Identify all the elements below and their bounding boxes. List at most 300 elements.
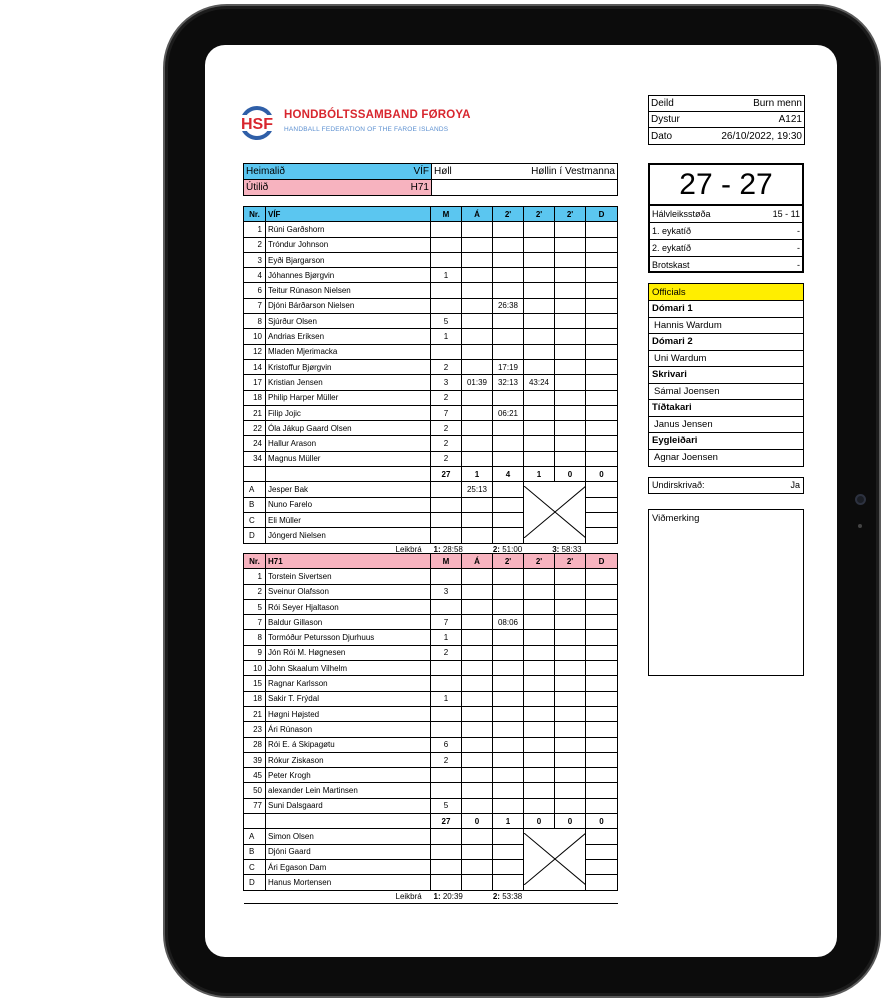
player-suspension-3 [555,722,586,737]
player-suspension-3 [555,451,586,466]
player-number: 17 [244,375,266,390]
empty-cell [586,844,618,859]
player-disqualification [586,783,618,798]
col-a: Á [462,207,493,222]
player-warning [462,222,493,237]
player-disqualification [586,237,618,252]
official-warning [462,497,493,512]
player-warning [462,569,493,584]
player-suspension-1 [493,569,524,584]
official-code: B [244,497,266,512]
player-goals: 2 [431,752,462,767]
player-warning [462,783,493,798]
player-name: Ragnar Karlsson [266,676,431,691]
player-goals: 2 [431,359,462,374]
player-warning [462,421,493,436]
player-number: 8 [244,630,266,645]
player-disqualification [586,375,618,390]
home-team-cell [244,164,432,180]
timeout-1-key: 1: [433,892,441,902]
official-code: D [244,528,266,543]
et1-label: 1. eykatíð [650,223,750,240]
player-name: Kristian Jensen [266,375,431,390]
player-row [244,615,618,630]
empty-cell [431,482,462,497]
player-disqualification [586,451,618,466]
official-warning: 25:13 [462,482,493,497]
player-suspension-1 [493,706,524,721]
player-name: Rói Seyer Hjaltason [266,599,431,614]
player-row [244,390,618,405]
player-suspension-3 [555,268,586,283]
player-row [244,706,618,721]
empty-cell [586,829,618,844]
player-disqualification [586,722,618,737]
player-goals: 2 [431,390,462,405]
dystur-value: A121 [705,112,805,128]
logo-abbr: HSF [241,116,273,133]
officials-list [649,301,803,466]
player-number: 77 [244,798,266,813]
player-goals [431,298,462,313]
timeouts-label: Leikbrá [395,545,422,555]
remarks-label: Viðmerking [652,513,700,524]
total-m: 27 [431,814,462,829]
timeout-2-key: 2: [492,545,500,555]
player-suspension-2 [524,222,555,237]
penalties-value: - [750,257,802,274]
empty-cell [431,859,462,874]
official-name: Eli Müller [266,512,431,527]
player-suspension-2 [524,630,555,645]
dato-value: 26/10/2022, 19:30 [705,128,805,145]
player-suspension-2 [524,314,555,329]
player-suspension-1 [493,252,524,267]
total-t3: 0 [555,467,586,482]
player-warning [462,329,493,344]
player-warning [462,661,493,676]
player-name: Torstein Sivertsen [266,569,431,584]
official-role: Eygleiðari [649,433,803,450]
player-row [244,661,618,676]
player-disqualification [586,421,618,436]
player-suspension-2: 43:24 [524,375,555,390]
player-warning [462,798,493,813]
player-goals: 7 [431,615,462,630]
player-suspension-2 [524,584,555,599]
player-suspension-1: 06:21 [493,405,524,420]
official-name: Hannis Wardum [649,318,803,335]
player-suspension-3 [555,645,586,660]
official-warning [462,528,493,543]
player-suspension-2 [524,421,555,436]
player-goals [431,722,462,737]
empty-cell [586,497,618,512]
player-suspension-2 [524,783,555,798]
player-disqualification [586,737,618,752]
player-disqualification [586,222,618,237]
player-goals: 5 [431,314,462,329]
timeout-3-key: 3: [552,545,560,555]
player-disqualification [586,691,618,706]
officials-header: Officials [649,284,803,301]
total-t3: 0 [555,814,586,829]
et1-value: - [750,223,802,240]
player-disqualification [586,630,618,645]
player-suspension-3 [555,436,586,451]
player-disqualification [586,436,618,451]
player-suspension-3 [555,599,586,614]
et2-value: - [750,240,802,257]
match-info-table [648,95,805,145]
player-suspension-2 [524,405,555,420]
player-goals: 5 [431,798,462,813]
match-report-screen [205,45,837,957]
player-suspension-3 [555,798,586,813]
player-row [244,283,618,298]
player-suspension-2 [524,752,555,767]
hall-value: Høllin í Vestmanna [531,166,615,177]
player-row [244,768,618,783]
player-suspension-1: 32:13 [493,375,524,390]
player-goals: 3 [431,584,462,599]
official-warning [462,844,493,859]
player-goals: 2 [431,451,462,466]
empty-cell [586,875,618,890]
player-warning [462,268,493,283]
player-suspension-3 [555,768,586,783]
home-label: Heimalið [246,166,285,177]
player-disqualification [586,314,618,329]
player-disqualification [586,706,618,721]
player-suspension-2 [524,691,555,706]
player-name: Mladen Mjerimacka [266,344,431,359]
player-suspension-1 [493,661,524,676]
player-warning [462,344,493,359]
col-d: D [586,554,618,569]
col-2min-3: 2' [555,207,586,222]
player-number: 24 [244,436,266,451]
empty-cell [244,814,266,829]
official-code: D [244,875,266,890]
et2-label: 2. eykatíð [650,240,750,257]
player-row [244,645,618,660]
player-number: 18 [244,390,266,405]
player-suspension-1 [493,390,524,405]
player-suspension-1 [493,752,524,767]
player-number: 50 [244,783,266,798]
player-row [244,584,618,599]
player-suspension-1 [493,268,524,283]
player-name: Teitur Rúnason Nielsen [266,283,431,298]
col-nr: Nr. [244,207,266,222]
player-row [244,737,618,752]
player-row [244,752,618,767]
player-suspension-2 [524,298,555,313]
player-suspension-1 [493,344,524,359]
player-warning [462,584,493,599]
player-number: 6 [244,283,266,298]
player-name: Andrias Eriksen [266,329,431,344]
player-warning [462,252,493,267]
timeouts-cell [244,890,618,903]
player-warning [462,298,493,313]
player-disqualification [586,390,618,405]
player-suspension-1 [493,630,524,645]
deild-label: Deild [649,96,705,112]
player-suspension-1 [493,722,524,737]
player-suspension-2 [524,344,555,359]
player-name: Høgni Højsted [266,706,431,721]
player-number: 23 [244,722,266,737]
player-disqualification [586,676,618,691]
player-warning [462,359,493,374]
player-goals: 1 [431,329,462,344]
official-name: Jóngerd Nielsen [266,528,431,543]
player-suspension-3 [555,615,586,630]
player-suspension-2 [524,645,555,660]
player-suspension-3 [555,661,586,676]
empty-cell [266,467,431,482]
player-suspension-2 [524,569,555,584]
player-number: 4 [244,268,266,283]
timeout-1-value: 28:58 [442,545,463,555]
player-name: Suni Dalsgaard [266,798,431,813]
player-row [244,676,618,691]
player-row [244,222,618,237]
player-number: 21 [244,706,266,721]
player-goals [431,768,462,783]
official-role: Skrivari [649,367,803,384]
empty-cell [266,814,431,829]
player-suspension-3 [555,752,586,767]
home-value: VÍF [413,166,429,177]
official-warning [462,829,493,844]
score-details [650,205,802,274]
official-name: Djóni Gaard [266,844,431,859]
crossed-out-cell [524,829,586,890]
empty-cell [493,512,524,527]
official-role: Dómari 1 [649,301,803,318]
official-warning [462,512,493,527]
player-suspension-2 [524,329,555,344]
player-disqualification [586,569,618,584]
player-warning [462,676,493,691]
player-name: Sjúrður Olsen [266,314,431,329]
player-name: Tormóður Petursson Djurhuus [266,630,431,645]
player-suspension-2 [524,252,555,267]
player-warning [462,436,493,451]
player-number: 3 [244,252,266,267]
player-number: 9 [244,645,266,660]
player-suspension-2 [524,798,555,813]
player-suspension-3 [555,314,586,329]
score-box [648,163,804,273]
team-official-row [244,482,618,497]
player-suspension-1 [493,329,524,344]
player-name: Rói E. á Skipagøtu [266,737,431,752]
player-warning [462,615,493,630]
home-roster-header [244,207,618,222]
player-goals [431,237,462,252]
player-disqualification [586,359,618,374]
player-suspension-3 [555,283,586,298]
final-score: 27 - 27 [650,165,802,205]
player-warning [462,768,493,783]
player-goals: 2 [431,436,462,451]
player-suspension-1: 08:06 [493,615,524,630]
player-suspension-3 [555,405,586,420]
player-suspension-2 [524,268,555,283]
player-number: 15 [244,676,266,691]
halftime-label: Hálvleiksstøða [650,206,750,223]
player-name: Rúni Garðshorn [266,222,431,237]
col-m: M [431,207,462,222]
player-suspension-2 [524,768,555,783]
penalties-label: Brotskast [650,257,750,274]
away-roster-header [244,554,618,569]
official-name: Uni Wardum [649,351,803,368]
player-number: 1 [244,222,266,237]
player-row [244,436,618,451]
total-d: 0 [586,467,618,482]
away-team-cell [244,180,432,196]
dystur-label: Dystur [649,112,705,128]
away-team-name: H71 [266,554,431,569]
player-suspension-2 [524,436,555,451]
col-2min-2: 2' [524,207,555,222]
col-2min-2: 2' [524,554,555,569]
player-disqualification [586,798,618,813]
player-suspension-1 [493,768,524,783]
hsf-logo-icon [237,100,281,146]
total-t2: 1 [524,467,555,482]
player-disqualification [586,268,618,283]
cross-icon [524,486,586,538]
timeouts-row [244,890,618,903]
player-name: Kristoffur Bjørgvin [266,359,431,374]
official-name: Nuno Farelo [266,497,431,512]
official-code: A [244,482,266,497]
player-name: Rókur Ziskason [266,752,431,767]
player-row [244,599,618,614]
player-name: Peter Krogh [266,768,431,783]
player-name: Jón Rói M. Høgnesen [266,645,431,660]
player-suspension-2 [524,676,555,691]
player-name: Ári Rúnason [266,722,431,737]
player-warning [462,283,493,298]
player-number: 12 [244,344,266,359]
player-name: John Skaalum Vilhelm [266,661,431,676]
col-2min-1: 2' [493,554,524,569]
remarks-box [648,509,804,676]
player-disqualification [586,283,618,298]
federation-subtitle: HANDBALL FEDERATION OF THE FAROE ISLANDS [284,126,449,133]
player-goals: 2 [431,645,462,660]
player-disqualification [586,344,618,359]
col-m: M [431,554,462,569]
player-number: 10 [244,661,266,676]
official-name: Janus Jensen [649,417,803,434]
col-d: D [586,207,618,222]
player-warning [462,314,493,329]
cross-icon [524,833,586,885]
player-goals: 1 [431,268,462,283]
player-row [244,298,618,313]
player-disqualification [586,645,618,660]
player-suspension-2 [524,390,555,405]
player-goals [431,783,462,798]
player-suspension-3 [555,630,586,645]
player-suspension-3 [555,676,586,691]
player-warning [462,451,493,466]
empty-cell [586,859,618,874]
officials-box [648,283,804,467]
home-roster-table [243,206,618,557]
player-goals [431,569,462,584]
teams-table [243,163,618,196]
player-warning [462,237,493,252]
timeouts-label: Leikbrá [395,892,422,902]
crossed-out-cell [524,482,586,543]
player-row [244,314,618,329]
timeout-2-value: 53:38 [502,892,523,902]
player-number: 8 [244,314,266,329]
player-number: 22 [244,421,266,436]
player-number: 7 [244,615,266,630]
player-goals [431,661,462,676]
empty-cell [586,528,618,543]
timeout-3-value: 58:33 [561,545,582,555]
col-2min-1: 2' [493,207,524,222]
away-label: Útilið [246,182,269,193]
col-a: Á [462,554,493,569]
player-suspension-2 [524,737,555,752]
official-name: Ári Egason Dam [266,859,431,874]
player-name: Magnus Müller [266,451,431,466]
deild-value: Burn menn [705,96,805,112]
player-goals [431,706,462,721]
signed-label: Undirskrivað: [652,480,705,490]
dato-label: Dato [649,128,705,145]
player-number: 45 [244,768,266,783]
total-m: 27 [431,467,462,482]
player-suspension-2 [524,359,555,374]
empty-cell [493,528,524,543]
player-suspension-3 [555,222,586,237]
player-warning [462,722,493,737]
timeout-2-key: 2: [492,892,500,902]
player-suspension-1 [493,584,524,599]
player-number: 2 [244,584,266,599]
totals-row [244,467,618,482]
player-suspension-3 [555,569,586,584]
empty-cell [493,844,524,859]
player-suspension-3 [555,375,586,390]
sensor-icon [858,524,862,528]
team-official-row [244,829,618,844]
camera-icon [855,494,866,505]
player-goals: 1 [431,691,462,706]
player-suspension-1 [493,783,524,798]
federation-name: HONDBÓLTSSAMBAND FØROYA [284,109,471,121]
player-suspension-3 [555,584,586,599]
timeout-1-value: 20:39 [442,892,463,902]
player-goals: 3 [431,375,462,390]
player-suspension-1 [493,599,524,614]
player-row [244,783,618,798]
total-t1: 1 [493,814,524,829]
